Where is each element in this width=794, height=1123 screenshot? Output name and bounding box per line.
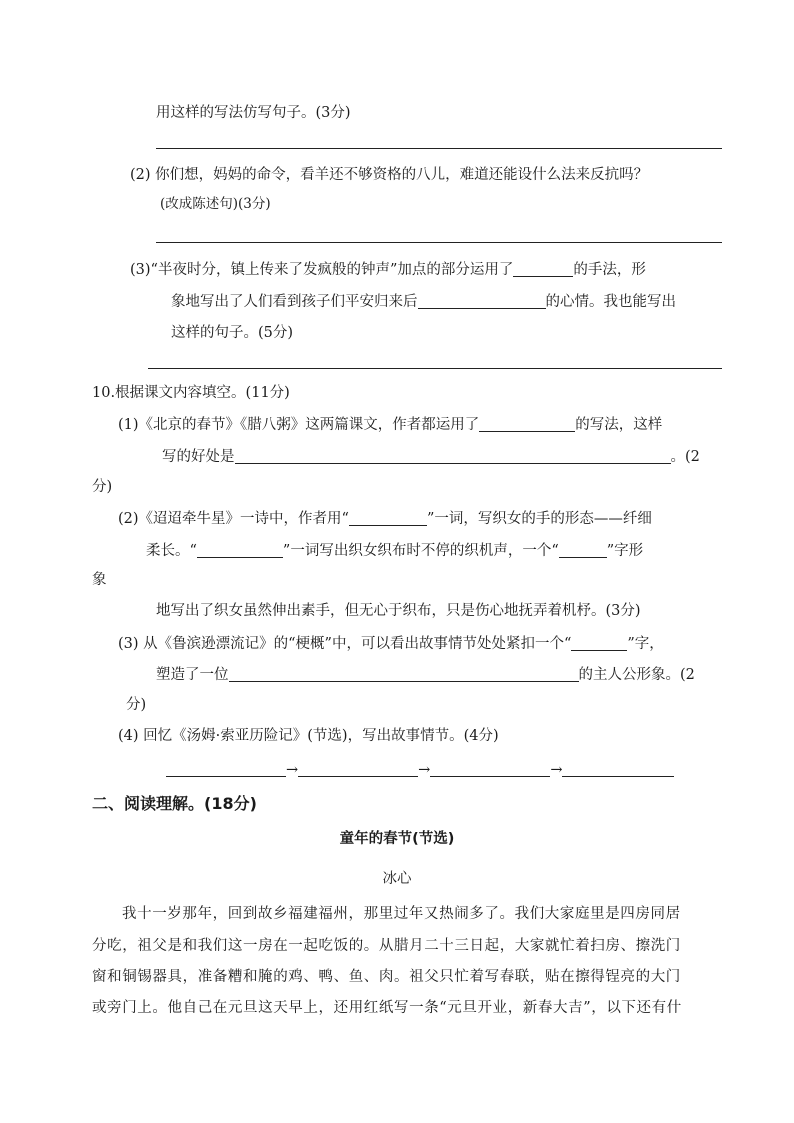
q10-part3-score: 分) xyxy=(126,697,147,713)
answer-line[interactable] xyxy=(148,368,722,369)
fill-blank[interactable] xyxy=(166,762,286,777)
fill-blank[interactable] xyxy=(559,543,607,558)
fill-blank[interactable] xyxy=(235,449,671,464)
fill-blank[interactable] xyxy=(229,667,579,682)
q9-part3-text: (3)“半夜时分，镇上传来了发疯般的钟声”加点的部分运用了 xyxy=(130,262,514,278)
passage-line: 分吃，祖父是和我们这一房在一起吃饭的。从腊月二十三日起，大家就忙着扫房、擦洗门 xyxy=(92,938,681,954)
plot-sequence xyxy=(166,762,674,778)
q10-text: 柔长。“ xyxy=(146,543,197,559)
passage-line: 或旁门上。他自己在元旦这天早上，还用红纸写一条“元旦开业，新春大吉”，以下还有什 xyxy=(92,1000,682,1016)
fill-blank[interactable] xyxy=(562,762,674,777)
q9-part3-text: 的心情。我也能写出 xyxy=(545,294,676,310)
q10-part3-line1 xyxy=(118,636,664,652)
arrow-icon: → xyxy=(418,762,431,778)
q10-text: 写的好处是 xyxy=(162,449,235,465)
q10-text: 的主人公形象。(2 xyxy=(578,667,695,683)
q10-text: ”字， xyxy=(627,636,664,652)
q10-text: ”一词写出织女织布时不停的织机声，一个“ xyxy=(282,543,559,559)
arrow-icon: → xyxy=(286,762,299,778)
q10-text: ”字形 xyxy=(606,543,644,559)
answer-line[interactable] xyxy=(156,148,722,149)
q10-part2-line1 xyxy=(118,511,652,527)
q10-text: 。(2 xyxy=(670,449,700,465)
q10-part4: (4) 回忆《汤姆·索亚历险记》(节选)，写出故事情节。(4分) xyxy=(118,728,499,744)
fill-blank[interactable] xyxy=(197,543,283,558)
q10-part1-line2 xyxy=(162,449,700,465)
arrow-icon: → xyxy=(550,762,563,778)
section-heading: 二、阅读理解。(18分) xyxy=(92,794,257,813)
answer-line[interactable] xyxy=(156,242,722,243)
q9-part3-line1 xyxy=(130,262,646,278)
q10-part2-line4: 地写出了织女虽然伸出素手，但无心于织布，只是伤心地抚弄着机杼。(3分) xyxy=(156,603,641,619)
q10-part3-line2 xyxy=(156,667,695,683)
fill-blank[interactable] xyxy=(513,262,573,277)
passage-line: 我十一岁那年，回到故乡福建福州，那里过年又热闹多了。我们大家庭里是四房同居 xyxy=(122,906,681,922)
q10-text: 的写法，这样 xyxy=(575,417,663,433)
fill-blank[interactable] xyxy=(430,762,550,777)
q9-part2: (2) 你们想，妈妈的命令，看羊还不够资格的八儿，难道还能设什么法来反抗吗？ xyxy=(130,167,649,183)
q10-text: 塑造了一位 xyxy=(156,667,229,683)
q10-text: (2)《迢迢牵牛星》一诗中，作者用“ xyxy=(118,511,349,527)
fill-blank[interactable] xyxy=(479,417,575,432)
q9-line1: 用这样的写法仿写句子。(3分) xyxy=(156,105,351,121)
q10-part2-line2 xyxy=(146,543,643,559)
q10-part2-line3: 象 xyxy=(92,572,107,588)
q10-text: (1)《北京的春节》《腊八粥》这两篇课文，作者都运用了 xyxy=(118,417,480,433)
article-title: 童年的春节(节选) xyxy=(339,831,455,847)
q10-part1-line1 xyxy=(118,417,662,433)
fill-blank[interactable] xyxy=(571,636,627,651)
q9-part3-line2 xyxy=(171,294,676,310)
fill-blank[interactable] xyxy=(418,294,546,309)
fill-blank[interactable] xyxy=(298,762,418,777)
q9-part2-instruction: (改成陈述句)(3分) xyxy=(160,196,271,212)
q9-part3-line3: 这样的句子。(5分) xyxy=(171,325,294,341)
q10-text: ”一词，写织女的手的形态——纤细 xyxy=(426,511,652,527)
q10-title: 10.根据课文内容填空。(11分) xyxy=(92,385,290,401)
article-author: 冰心 xyxy=(382,871,412,887)
passage-line: 窗和铜锡器具，准备糟和腌的鸡、鸭、鱼、肉。祖父只忙着写春联，贴在擦得锃亮的大门 xyxy=(92,969,681,985)
q9-part3-text: 象地写出了人们看到孩子们平安归来后 xyxy=(171,294,418,310)
q9-part3-text: 的手法，形 xyxy=(573,262,646,278)
q10-part1-score: 分) xyxy=(92,479,113,495)
q10-text: (3) 从《鲁滨逊漂流记》的“梗概”中，可以看出故事情节处处紧扣一个“ xyxy=(118,636,572,652)
fill-blank[interactable] xyxy=(349,511,427,526)
